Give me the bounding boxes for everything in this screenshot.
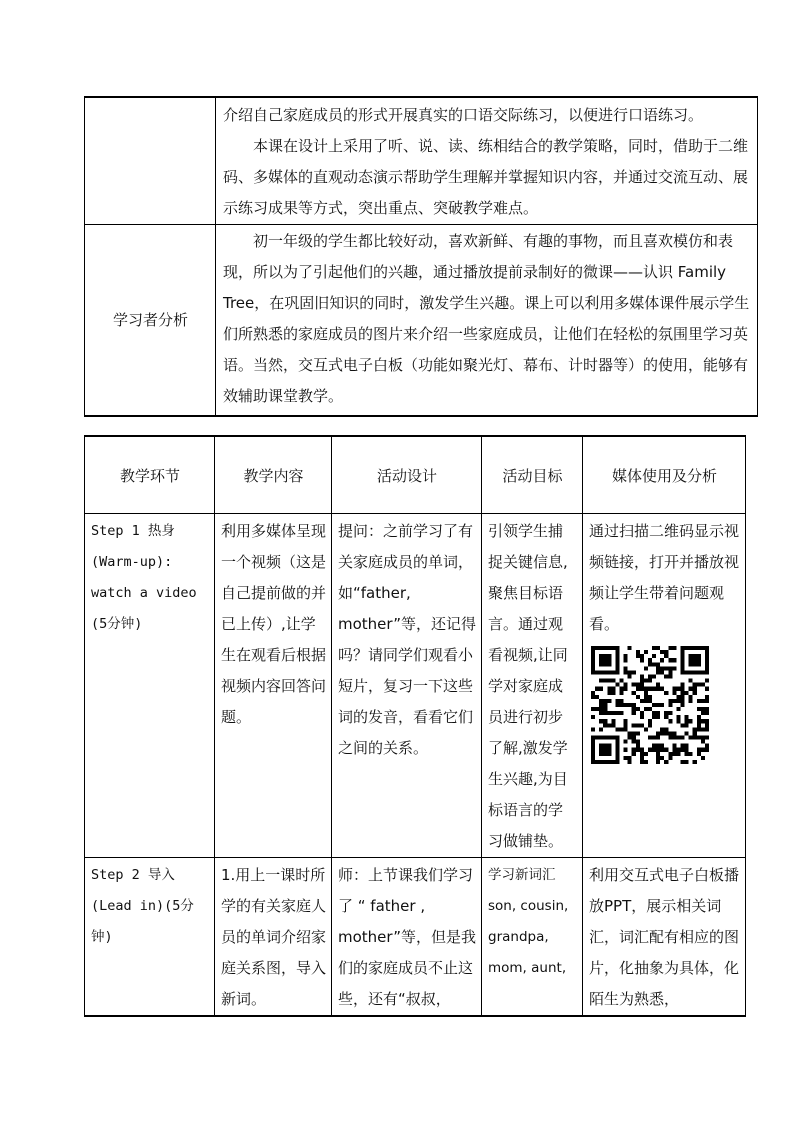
table-row — [85, 858, 746, 1017]
header-media: 媒体使用及分析 — [583, 436, 746, 514]
description-paragraph: 本课在设计上采用了听、说、读、练相结合的教学策略，同时，借助于二维码、多媒体的直观动态演示帮助学生理解并掌握知识内容，并通过交流互动、展示练习成果等方式，突出重点、突破教学难点。 — [223, 137, 749, 217]
empty-label-cell — [85, 97, 216, 225]
media-cell: 利用交互式电子白板播放PPT，展示相关词汇，词汇配有相应的图片，化抽象为具体，化陌生为熟悉， — [583, 858, 746, 1017]
table-row — [85, 225, 758, 417]
learner-analysis-text: 初一年级的学生都比较好动，喜欢新鲜、有趣的事物，而且喜欢模仿和表现，所以为了引起他们的兴趣，通过播放提前录制好的微课——认识 Family Tree，在巩固旧知识的同时，激发学生兴趣。课上可以利用多媒体课件展示学生们所熟悉的家庭成员的图片来介绍一些家庭成员，让他们在轻松的氛围里学习英语。当然，交互式电子白板（功能如聚光灯、幕布、计时器等）的使用，能够有效辅助课堂教学。 — [223, 232, 750, 405]
table-row — [85, 514, 746, 858]
header-content: 教学内容 — [215, 436, 332, 514]
header-goal: 活动目标 — [482, 436, 583, 514]
teaching-process-table — [84, 435, 746, 1017]
activity-cell: 师：上节课我们学习了 “ father , mother”等，但是我们的家庭成员不止这些，还有“叔叔， — [332, 858, 482, 1017]
table-row — [85, 97, 758, 225]
activity-cell: 提问：之前学习了有关家庭成员的单词，如“father, mother”等，还记得吗？请同学们观看小短片，复习一下这些词的发音，看看它们之间的关系。 — [332, 514, 482, 858]
design-description-cell — [216, 97, 758, 225]
stage-cell: Step 2 导入 (Lead in)(5分钟) — [85, 858, 215, 1017]
learner-analysis-label: 学习者分析 — [85, 225, 216, 417]
content-cell: 1.用上一课时所学的有关家庭人员的单词介绍家庭关系图，导入新词。 — [215, 858, 332, 1017]
qr-code-icon[interactable] — [591, 646, 709, 764]
content-cell: 利用多媒体呈现一个视频（这是自己提前做的并已上传）,让学生在观看后根据视频内容回答问题。 — [215, 514, 332, 858]
header-stage: 教学环节 — [85, 436, 215, 514]
goal-cell: 学习新词汇 son, cousin, grandpa, mom, aunt, — [482, 858, 583, 1017]
learner-analysis-table — [84, 96, 758, 417]
media-text: 通过扫描二维码显示视频链接，打开并播放视频让学生带着问题观看。 — [589, 522, 740, 633]
stage-cell: Step 1 热身 (Warm-up): watch a video (5分钟) — [85, 514, 215, 858]
description-line: 介绍自己家庭成员的形式开展真实的口语交际练习，以便进行口语练习。 — [223, 106, 704, 124]
media-cell — [583, 514, 746, 858]
goal-cell: 引领学生捕捉关键信息,聚焦目标语言。通过观看视频,让同学对家庭成员进行初步了解,激发学生兴趣,为目标语言的学习做铺垫。 — [482, 514, 583, 858]
learner-analysis-cell — [216, 225, 758, 417]
header-activity: 活动设计 — [332, 436, 482, 514]
header-row — [85, 436, 746, 514]
